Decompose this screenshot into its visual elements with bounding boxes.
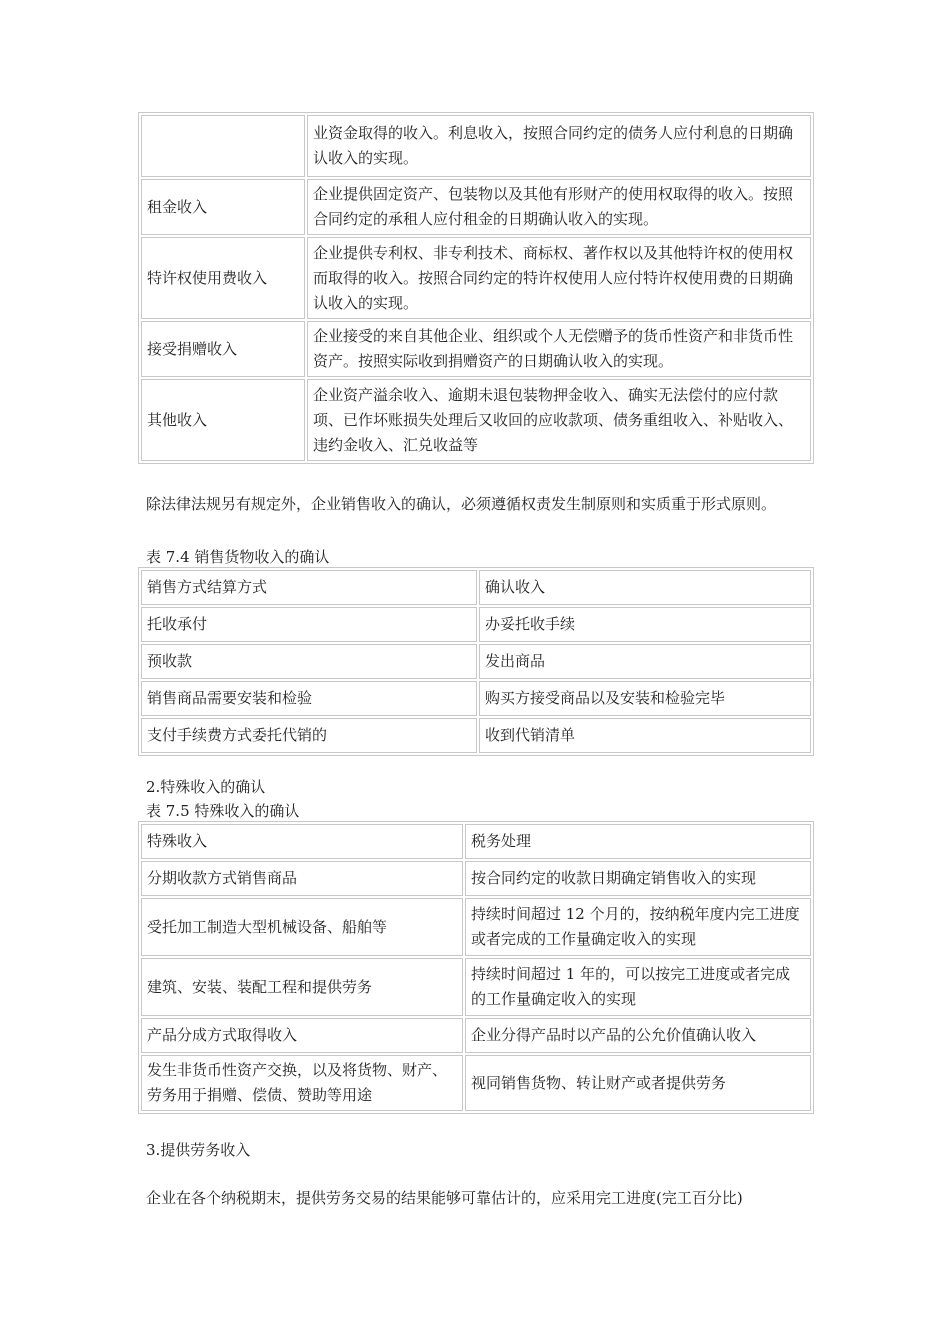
table-row [141, 321, 811, 377]
table-caption: 表 7.5 特殊收入的确认 [146, 802, 300, 820]
table-cell: 企业分得产品时以产品的公允价值确认收入 [465, 1018, 811, 1053]
table-cell: 企业接受的来自其他企业、组织或个人无偿赠予的货币性资产和非货币性资产。按照实际收到捐赠资产的日期确认收入的实现。 [307, 321, 811, 377]
paragraph-principle: 除法律法规另有规定外，企业销售收入的确认，必须遵循权责发生制原则和实质重于形式原则。 [146, 495, 777, 513]
table-cell: 预收款 [141, 644, 477, 679]
table-cell: 持续时间超过 12 个月的，按纳税年度内完工进度或者完成的工作量确定收入的实现 [465, 898, 811, 956]
table-cell: 租金收入 [141, 179, 305, 235]
table-cell: 托收承付 [141, 607, 477, 642]
table-row [141, 644, 811, 679]
table-row [141, 681, 811, 716]
income-types-table [138, 112, 814, 464]
table-cell: 产品分成方式取得收入 [141, 1018, 463, 1053]
table-cell: 受托加工制造大型机械设备、船舶等 [141, 898, 463, 956]
table-row [141, 237, 811, 319]
table-cell: 购买方接受商品以及安装和检验完毕 [479, 681, 811, 716]
table-cell: 企业提供专利权、非专利技术、商标权、著作权以及其他特许权的使用权而取得的收入。按照合同约定的特许权使用人应付特许权使用费的日期确认收入的实现。 [307, 237, 811, 319]
table-cell: 接受捐赠收入 [141, 321, 305, 377]
section-title: 2.特殊收入的确认 [146, 778, 266, 796]
table-cell: 视同销售货物、转让财产或者提供劳务 [465, 1055, 811, 1111]
table-cell: 其他收入 [141, 379, 305, 461]
table-header-cell: 销售方式结算方式 [141, 570, 477, 605]
sales-income-table [138, 567, 814, 756]
table-cell: 支付手续费方式委托代销的 [141, 718, 477, 753]
table-cell: 企业资产溢余收入、逾期未退包装物押金收入、确实无法偿付的应付款项、已作坏账损失处理后又收回的应收款项、债务重组收入、补贴收入、违约金收入、汇兑收益等 [307, 379, 811, 461]
table-row [141, 958, 811, 1016]
table-row [141, 898, 811, 956]
table-row [141, 861, 811, 896]
paragraph-service: 企业在各个纳税期末，提供劳务交易的结果能够可靠估计的，应采用完工进度(完工百分比) [146, 1189, 743, 1207]
table-header-row [141, 824, 811, 859]
table-caption: 表 7.4 销售货物收入的确认 [146, 548, 330, 566]
table-cell [141, 115, 305, 177]
table-cell: 发生非货币性资产交换，以及将货物、财产、劳务用于捐赠、偿债、赞助等用途 [141, 1055, 463, 1111]
table-cell: 办妥托收手续 [479, 607, 811, 642]
table-header-row [141, 570, 811, 605]
table-cell: 业资金取得的收入。利息收入，按照合同约定的债务人应付利息的日期确认收入的实现。 [307, 115, 811, 177]
table-row [141, 379, 811, 461]
table-cell: 持续时间超过 1 年的，可以按完工进度或者完成的工作量确定收入的实现 [465, 958, 811, 1016]
table-cell: 销售商品需要安装和检验 [141, 681, 477, 716]
table-row [141, 1055, 811, 1111]
section-title: 3.提供劳务收入 [146, 1141, 251, 1159]
table-cell: 特许权使用费收入 [141, 237, 305, 319]
table-cell: 发出商品 [479, 644, 811, 679]
table-row [141, 718, 811, 753]
table-row [141, 607, 811, 642]
table-row [141, 1018, 811, 1053]
table-row [141, 179, 811, 235]
table-cell: 企业提供固定资产、包装物以及其他有形财产的使用权取得的收入。按照合同约定的承租人应付租金的日期确认收入的实现。 [307, 179, 811, 235]
table-header-cell: 税务处理 [465, 824, 811, 859]
table-row [141, 115, 811, 177]
table-header-cell: 确认收入 [479, 570, 811, 605]
table-cell: 建筑、安装、装配工程和提供劳务 [141, 958, 463, 1016]
table-cell: 收到代销清单 [479, 718, 811, 753]
special-income-table [138, 821, 814, 1114]
table-header-cell: 特殊收入 [141, 824, 463, 859]
table-cell: 按合同约定的收款日期确定销售收入的实现 [465, 861, 811, 896]
table-cell: 分期收款方式销售商品 [141, 861, 463, 896]
